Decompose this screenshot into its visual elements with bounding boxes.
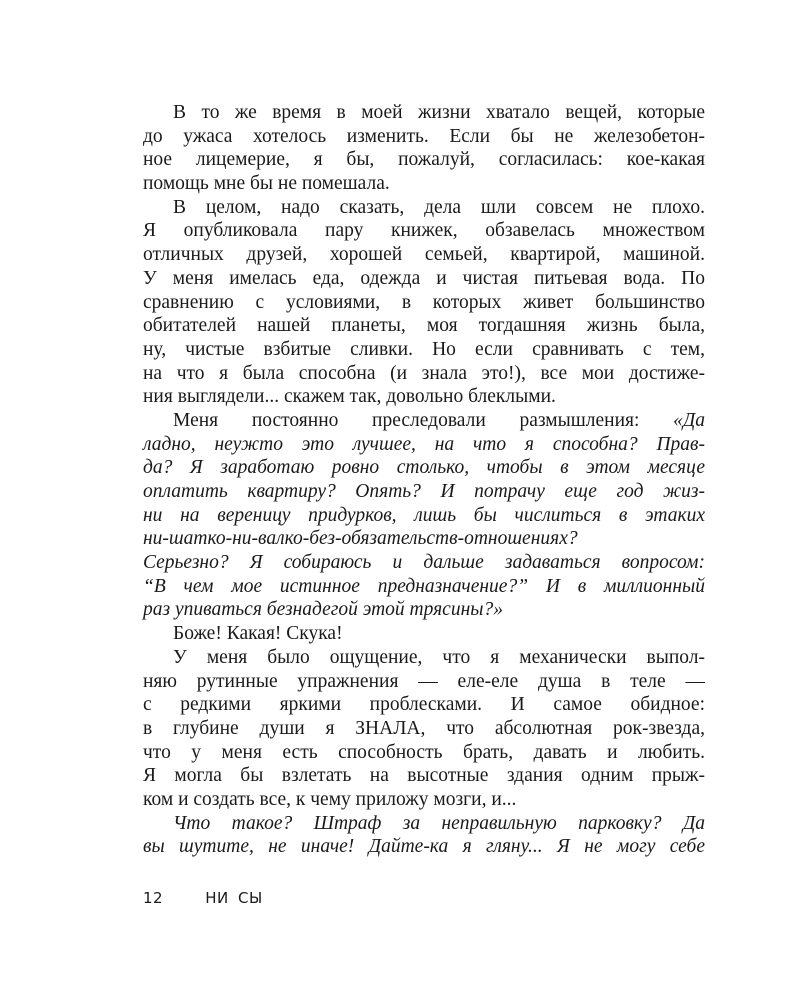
text-line: В то же время в моей жизни хватало вещей, которые [173, 102, 705, 123]
text-line: отличных друзей, хорошей семьей, квартирой, машиной. [143, 244, 705, 266]
text-line: ное лицемерие, я бы, пожалуй, согласилась: кое-какая [143, 149, 705, 171]
text-line: сравнению с условиями, в которых живет большинство [143, 291, 705, 313]
text-line-mixed [143, 409, 705, 433]
text-line: ком и создать все, к чему приложу мозги, и... [143, 788, 517, 810]
text-line: ну, чистые взбитые сливки. Но если сравнивать с тем, [143, 338, 705, 360]
text-line: У меня было ощущение, что я механически выпол- [173, 646, 705, 668]
text-line: вы шутите, не иначе! Дайте-ка я гляну... Я не могу себе [143, 836, 705, 858]
page-number: 12 [143, 889, 164, 907]
text-line: Боже! Какая! Скука! [173, 623, 343, 645]
text-line: помощь мне бы не помешала. [143, 173, 390, 195]
text-line: раз упиваться безнадегой этой трясины?» [143, 599, 503, 621]
text-roman-segment: Меня постоянно преследовали размышления: [173, 409, 674, 431]
text-line: Я могла бы взлетать на высотные здания одним прыж- [143, 765, 705, 787]
text-line: Серьезно? Я собираюсь и дальше задаваться вопросом: [143, 552, 705, 574]
text-line: на что я была способна (и знала это!), все мои достиже- [143, 362, 705, 384]
text-line: в глубине души я ЗНАЛА, что абсолютная рок-звезда, [143, 717, 705, 739]
page-footer [143, 889, 263, 907]
text-line: ни-шатко-ни-валко-без-обязательств-отношениях? [143, 528, 578, 550]
text-line: Что такое? Штраф за неправильную парковку? Да [173, 812, 705, 834]
text-line: В целом, надо сказать, дела шли совсем не плохо. [173, 196, 705, 218]
text-line: У меня имелась еда, одежда и чистая питьевая вода. По [143, 267, 705, 289]
text-line: оплатить квартиру? Опять? И потрачу еще год жиз- [143, 481, 705, 502]
running-head: НИ СЫ [205, 889, 263, 907]
body-text [143, 101, 705, 859]
text-line: ладно, неужто это лучшее, на что я способна? Прав- [143, 433, 705, 455]
text-line: до ужаса хотелось изменить. Если бы не железобетон- [143, 125, 705, 147]
text-line: “В чем мое истинное предназначение?” И в миллионный [143, 575, 705, 597]
text-line: няю рутинные упражнения — еле-еле душа в теле — [143, 670, 705, 692]
text-line: Я опубликовала пару книжек, обзавелась множеством [143, 220, 705, 242]
text-line: что у меня есть способность брать, давать и любить. [143, 741, 705, 763]
text-italic-segment: «Да [673, 409, 705, 431]
text-line: да? Я заработаю ровно столько, чтобы в этом месяце [143, 457, 705, 479]
text-line: обитателей нашей планеты, моя тогдашняя жизнь была, [143, 315, 705, 337]
text-line: ни на вереницу придурков, лишь бы числиться в этаких [143, 504, 705, 526]
text-line: с редкими яркими проблесками. И самое обидное: [143, 694, 705, 716]
text-line: ния выглядели... скажем так, довольно блеклыми. [143, 386, 556, 408]
